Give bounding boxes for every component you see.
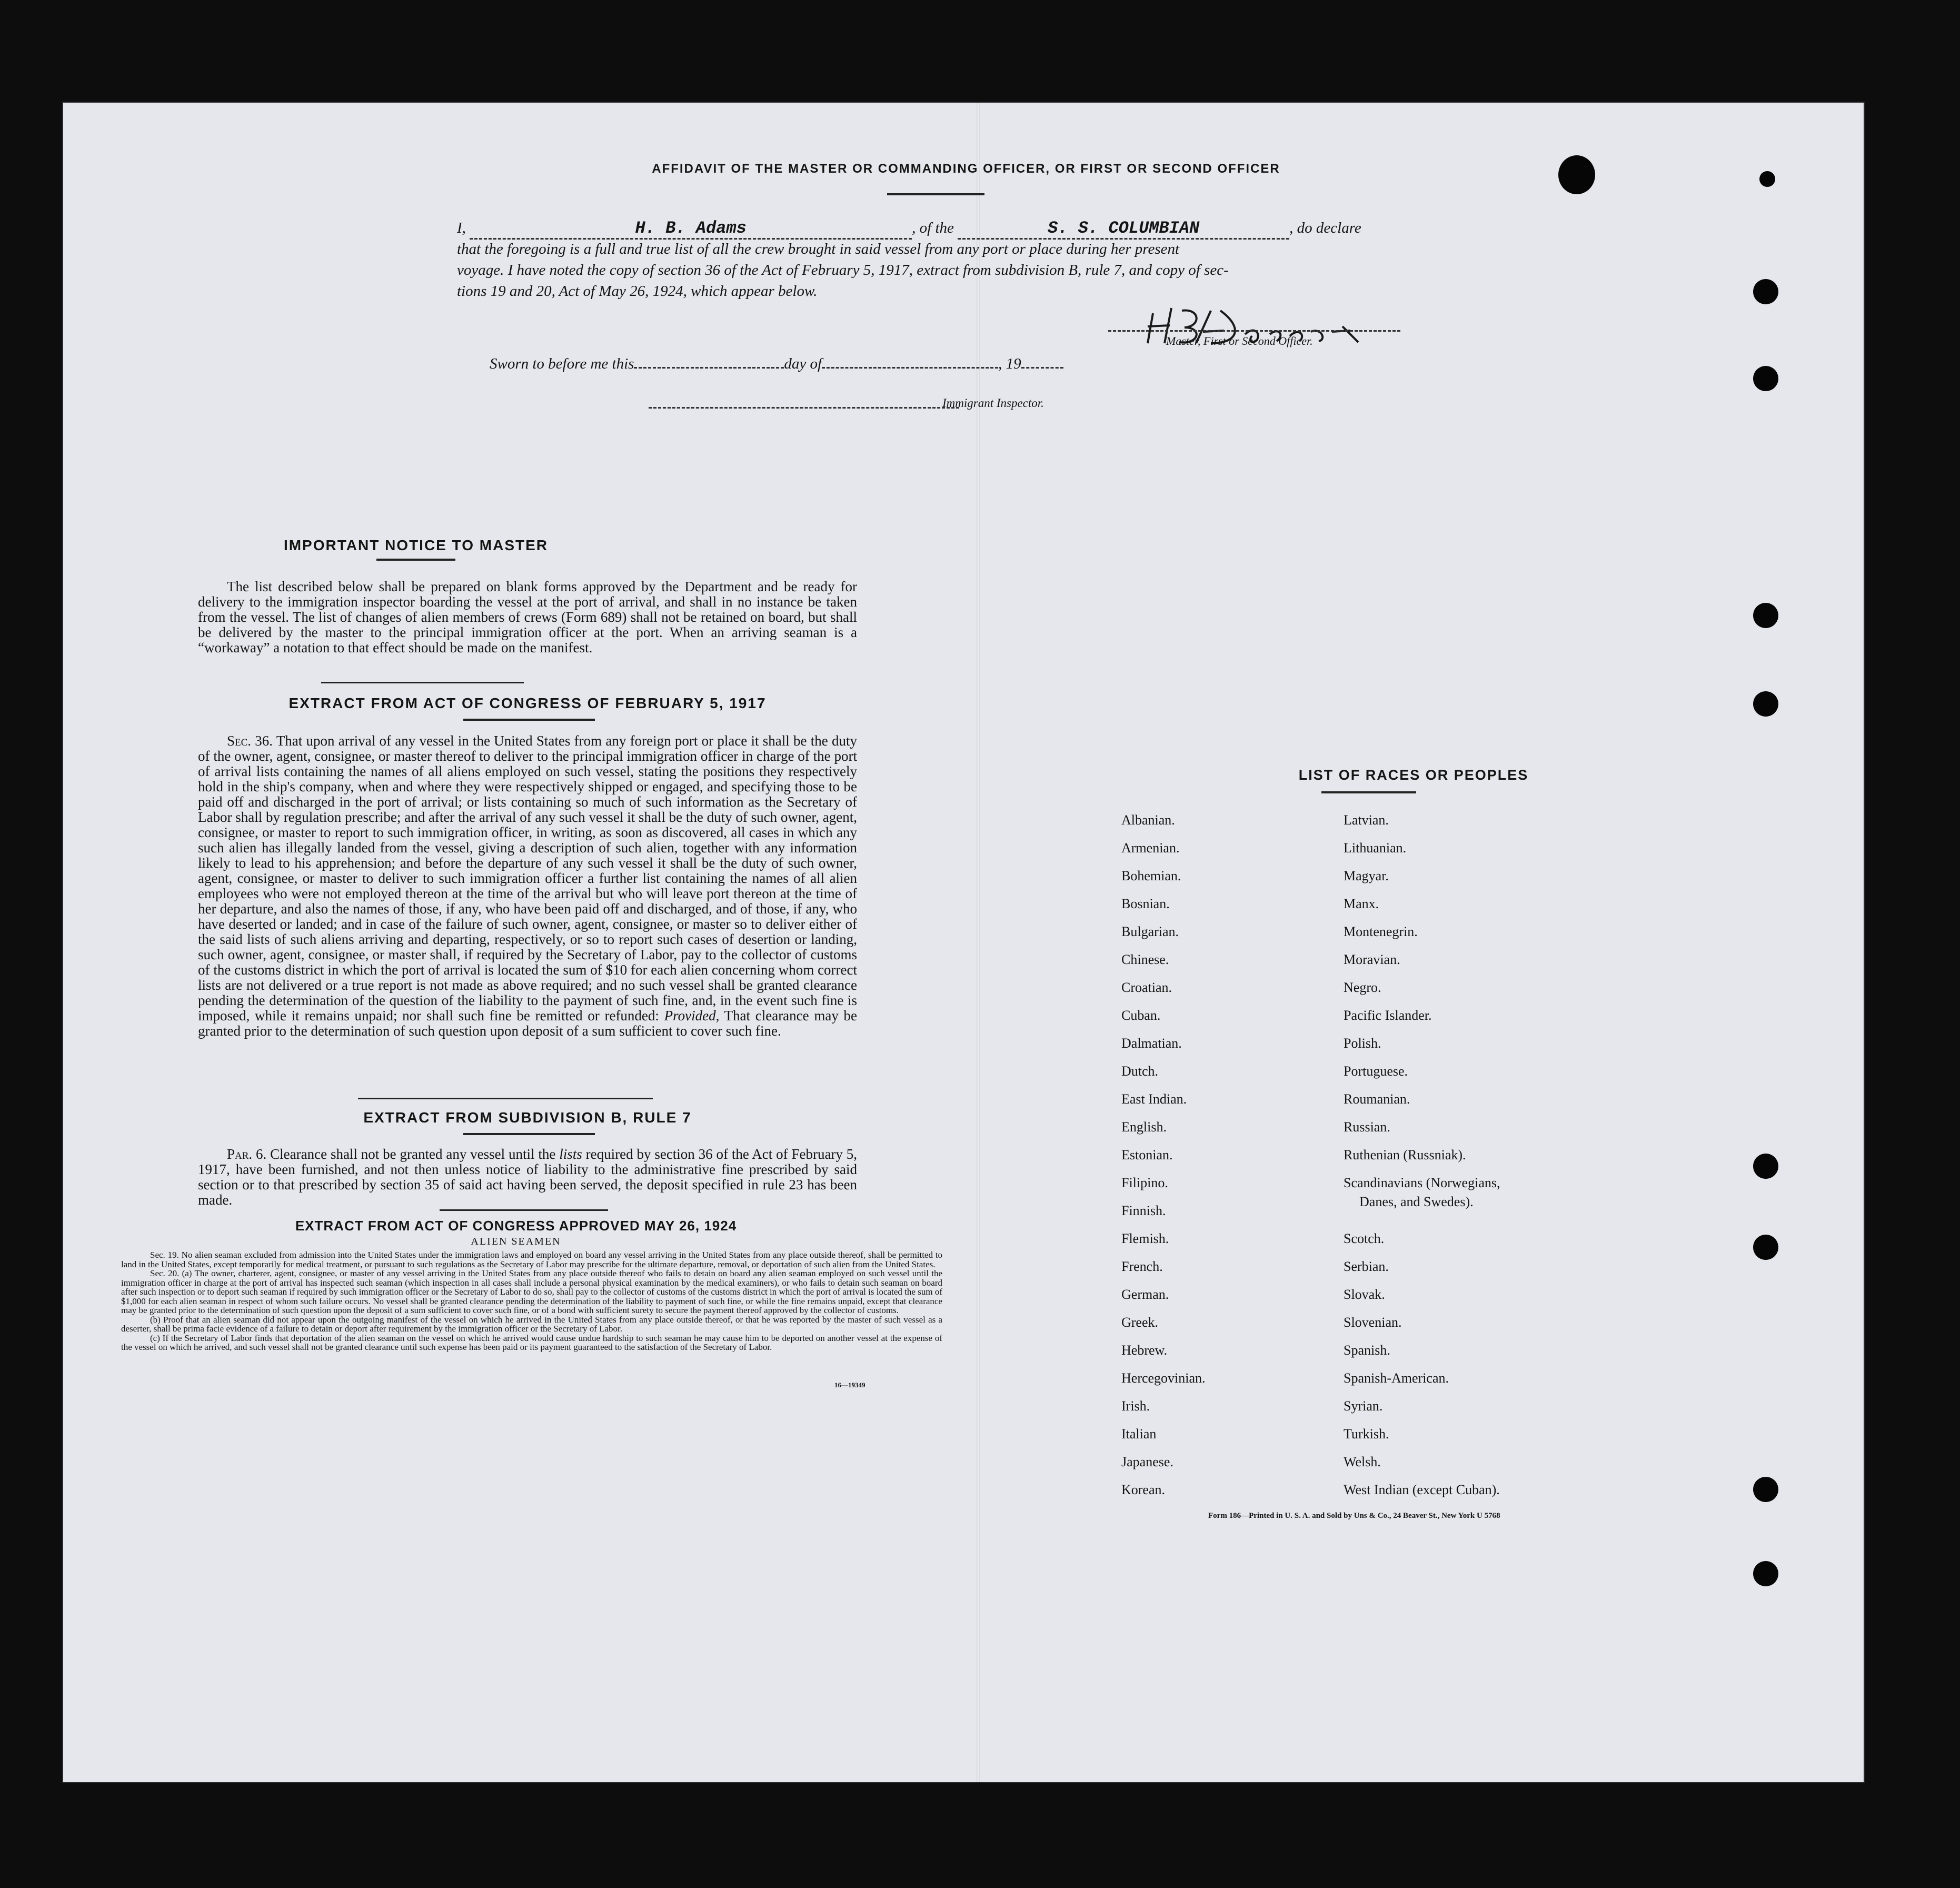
sworn-year: , 19 — [998, 355, 1021, 372]
sec36-text-end: That clearance may be granted prior to the determination of such question upon deposit of a sum sufficient to cover such fine. — [198, 1008, 858, 1039]
race-item: Dalmatian. — [1121, 1036, 1182, 1051]
race-item: Italian — [1121, 1426, 1157, 1442]
race-item: Ruthenian (Russniak). — [1344, 1147, 1466, 1162]
race-item: Latvian. — [1344, 812, 1389, 828]
race-item: Finnish. — [1121, 1203, 1166, 1218]
punch-hole-icon — [1753, 1154, 1778, 1179]
race-item: German. — [1121, 1287, 1169, 1302]
race-item: Albanian. — [1121, 812, 1175, 828]
notice-title: IMPORTANT NOTICE TO MASTER — [283, 537, 549, 553]
affidavit-line1 — [457, 218, 1499, 240]
affidavit-line3: voyage. I have noted the copy of section 36 of the Act of February 5, 1917, extract from subdivision B, rule 7, and copy of sec- — [457, 262, 1229, 279]
race-item: Manx. — [1344, 896, 1379, 911]
race-item: English. — [1121, 1119, 1167, 1135]
punch-hole-icon — [1753, 1561, 1778, 1586]
inspector-label: Immigrant Inspector. — [942, 396, 1044, 410]
race-item: Lithuanian. — [1344, 840, 1407, 856]
race-item: Dutch. — [1121, 1064, 1159, 1079]
notice-title-rule — [376, 559, 455, 561]
race-item: Slovak. — [1344, 1287, 1385, 1302]
race-item: Chinese. — [1121, 952, 1169, 967]
punch-hole-icon — [1753, 603, 1778, 628]
vessel-name: S. S. COLUMBIAN — [1048, 218, 1200, 238]
race-item: Irish. — [1121, 1398, 1150, 1414]
race-item: Serbian. — [1344, 1259, 1389, 1274]
punch-hole-icon — [1753, 1235, 1778, 1260]
race-item: Russian. — [1344, 1119, 1390, 1135]
race-item: West Indian (except Cuban). — [1344, 1482, 1500, 1497]
extract-1924-body — [121, 1250, 942, 1352]
race-item: Spanish-American. — [1344, 1370, 1449, 1386]
sec20c-text: (c) If the Secretary of Labor finds that deportation of the alien seaman on the vessel on which he arrived would cause undue hardship to such seaman he may cause him to be deported on another vessel at the expense of the vessel on which he arrived, and such vessel shall not be granted clearance until such expense has been paid or its payment guaranteed to the satisfaction of the Secretary of Labor. — [121, 1333, 942, 1352]
punch-hole-icon — [1753, 1477, 1778, 1502]
race-item: French. — [1121, 1259, 1163, 1274]
race-item: Negro. — [1344, 980, 1381, 995]
page-fold — [977, 103, 980, 1782]
sworn-prefix: Sworn to before me this — [490, 355, 634, 372]
races-title-rule — [1321, 791, 1416, 793]
notice-end-rule — [321, 682, 524, 683]
rule7-title: EXTRACT FROM SUBDIVISION B, RULE 7 — [363, 1109, 692, 1126]
race-item: Hercegovinian. — [1121, 1370, 1206, 1386]
punch-hole-icon — [1753, 691, 1778, 717]
race-item: Slovenian. — [1344, 1315, 1402, 1330]
race-item: Scandinavians (Norwegians, — [1344, 1175, 1500, 1190]
punch-hole-icon — [1759, 171, 1775, 187]
sec36-label: Sec. 36. — [227, 733, 273, 749]
rule7-rule — [463, 1133, 595, 1135]
notice-body: The list described below shall be prepared on blank forms approved by the Department and be ready for delivery to the immigration inspector boarding the vessel at the port of arrival, and shall in no instance be taken from the vessel. The list of changes of alien members of crews (Form 689) shall not be retained on board, but shall be delivered by the master to the principal immigration officer at the port. When an arriving seaman is a “workaway” a notation to that effect should be made on the manifest. — [198, 579, 857, 655]
extract-1924-title: EXTRACT FROM ACT OF CONGRESS APPROVED MAY 26, 1924 — [295, 1218, 737, 1234]
affidavit-title: AFFIDAVIT OF THE MASTER OR COMMANDING OFFICER, OR FIRST OR SECOND OFFICER — [652, 162, 1280, 176]
inspector-line — [649, 407, 959, 409]
race-item: Bosnian. — [1121, 896, 1170, 911]
document-sheet — [63, 103, 1864, 1782]
race-item: Japanese. — [1121, 1454, 1173, 1469]
race-item: Bulgarian. — [1121, 924, 1179, 939]
race-item: Magyar. — [1344, 868, 1389, 883]
race-item: Filipino. — [1121, 1175, 1168, 1190]
extract-1917-rule — [463, 719, 595, 721]
sec36-provided: Provided, — [664, 1008, 720, 1024]
race-item: Welsh. — [1344, 1454, 1381, 1469]
race-item: Portuguese. — [1344, 1064, 1408, 1079]
signature-line — [1108, 330, 1400, 332]
par6-text-a: Clearance shall not be granted any vessel until the — [270, 1146, 556, 1162]
race-item: Estonian. — [1121, 1147, 1173, 1162]
par6-lists: lists — [559, 1146, 582, 1162]
races-title: LIST OF RACES OR PEOPLES — [1298, 767, 1529, 783]
sworn-line — [490, 355, 1063, 373]
race-item: Polish. — [1344, 1036, 1381, 1051]
race-item: Syrian. — [1344, 1398, 1383, 1414]
race-item: Scotch. — [1344, 1231, 1385, 1246]
race-item: Hebrew. — [1121, 1343, 1168, 1358]
extract-1924-subtitle: ALIEN SEAMEN — [471, 1236, 561, 1247]
sec19-text: Sec. 19. No alien seaman excluded from admission into the United States under the immigration laws and employed on board any vessel arriving in the United States from any place outside thereof, shall be permitted to land in the United States, except temporarily for medical treatment, or pursuant to such regulations as the Secretary of Labor may prescribe for the ultimate departure, removal, or deportation of such alien from the United States. — [121, 1250, 942, 1269]
race-item: Roumanian. — [1344, 1091, 1410, 1107]
master-name: H. B. Adams — [635, 218, 747, 238]
race-item: Flemish. — [1121, 1231, 1169, 1246]
affidavit-of-the: , of the — [912, 220, 954, 236]
affidavit-i: I, — [457, 220, 466, 236]
rule7-body — [198, 1147, 857, 1208]
punch-hole-icon — [1558, 155, 1595, 194]
punch-hole-icon — [1753, 279, 1778, 304]
extract-1917-end-rule — [358, 1098, 653, 1099]
punch-hole-icon — [1753, 366, 1778, 391]
sec20b-text: (b) Proof that an alien seaman did not appear upon the outgoing manifest of the vessel on which he arrived in the United States from any place outside thereof, or that he was reported by the master of such vessel as a deserter, shall be prima facie evidence of a failure to detain or deport after requirement by the immigration officer or the Secretary of Labor. — [121, 1314, 942, 1334]
race-item: Croatian. — [1121, 980, 1172, 995]
affidavit-line4: tions 19 and 20, Act of May 26, 1924, which appear below. — [457, 283, 818, 300]
race-item: Moravian. — [1344, 952, 1400, 967]
race-item: Armenian. — [1121, 840, 1180, 856]
race-item: Cuban. — [1121, 1008, 1161, 1023]
race-item: Danes, and Swedes). — [1359, 1194, 1474, 1209]
signature-label: Master, First or Second Officer. — [1166, 334, 1313, 347]
race-item: Montenegrin. — [1344, 924, 1418, 939]
race-item: Pacific Islander. — [1344, 1008, 1432, 1023]
sec36-text: That upon arrival of any vessel in the United States from any foreign port or place it shall be the duty of the owner, agent, consignee, or master thereof to deliver to the principal immigration officer in charge of the port of arrival lists containing the names of all aliens employed on such vessel, stating the positions they respectively hold in the ship's company, when and where they were respectively shipped or engaged, and specifying those to be paid off and discharged in the port of arrival; or lists containing so much of such information as the Secretary of Labor shall by regulation prescribe; and after the arrival of any such vessel it shall be the duty of such owner, agent, consignee, or master to report to such immigration officer, in writing, as soon as discovered, all cases in which any such alien has illegally landed from the vessel, giving a description of such alien, together with any information likely to lead to his apprehension; and before the departure of any such vessel it shall be the duty of such owner, agent, consignee, or master to deliver to such immigration officer a further list containing the names of all alien employees who were not employed thereon at the time of the arrival but who will leave port thereon at the time of her departure, and also the names of those, if any, who have been paid off and discharged, and of those, if any, who have deserted or landed; and in case of the failure of such owner, agent, consignee, or master so to deliver either of the said lists of such aliens arriving and departing, respectively, or so to report such cases of desertion or landing, such owner, agent, consignee, or master shall, if required by the Secretary of Labor, pay to the collector of customs of the customs district in which the port of arrival is located the sum of $10 for each alien concerning whom correct lists are not delivered or a true report is not made as above required; and no such vessel shall be granted clearance pending the determination of the question of the liability to the payment of such fine, and, in the event such fine is imposed, while it remains unpaid; nor shall such fine be remitted or refunded: — [198, 733, 857, 1024]
extract-1917-title: EXTRACT FROM ACT OF CONGRESS OF FEBRUARY 5, 1917 — [288, 695, 767, 711]
form-footer: Form 186—Printed in U. S. A. and Sold by Uns & Co., 24 Beaver St., New York U 5768 — [1208, 1512, 1500, 1520]
master-name-field — [470, 218, 912, 240]
affidavit-title-rule — [887, 193, 984, 195]
sec20a-text: Sec. 20. (a) The owner, charterer, agent, consignee, or master of any vessel arriving in the United States from any place outside thereof who fails to detain on board any alien seaman employed on such vessel until the immigration officer in charge at the port of arrival has inspected such seaman (which inspection in all cases shall include a personal physical examination by the medical examiners), or who fails to detain such seaman on board after such inspection or to deport such seaman if required by such immigration officer or the Secretary of Labor to do so, shall pay to the collector of customs of the customs district in which the port of arrival is located the sum of $1,000 for each alien seaman in respect of whom such failure occurs. No vessel shall be granted clearance pending the determination of the liability to payment of such fine, or while the fine remains unpaid, except that clearance may be granted prior to the determination of such question upon the deposit of a sum sufficient to cover such fine, or of a bond with sufficient surety to secure the payment thereof approved by the collector of customs. — [121, 1268, 942, 1315]
race-item: Turkish. — [1344, 1426, 1389, 1442]
vessel-name-field — [958, 218, 1289, 240]
race-item: East Indian. — [1121, 1091, 1187, 1107]
affidavit-do-declare: , do declare — [1289, 220, 1361, 236]
print-code: 16—19349 — [834, 1381, 865, 1389]
sworn-day: day of — [784, 355, 822, 372]
affidavit-line2: that the foregoing is a full and true list of all the crew brought in said vessel from any port or place during her present — [457, 241, 1180, 257]
race-item: Bohemian. — [1121, 868, 1181, 883]
par6-text-b: required by section 36 of the Act of February 5, 1917, have been furnished, and not then unless notice of liability to the administrative fine prescribed by said section or to that prescribed by section 35 of said act having been served, the deposit specified in rule 23 has been made. — [198, 1146, 858, 1208]
par6-label: Par. 6. — [227, 1146, 267, 1162]
race-item: Greek. — [1121, 1315, 1159, 1330]
race-item: Korean. — [1121, 1482, 1166, 1497]
rule7-end-rule — [440, 1209, 608, 1211]
race-item: Spanish. — [1344, 1343, 1390, 1358]
extract-1917-body — [198, 733, 857, 1039]
